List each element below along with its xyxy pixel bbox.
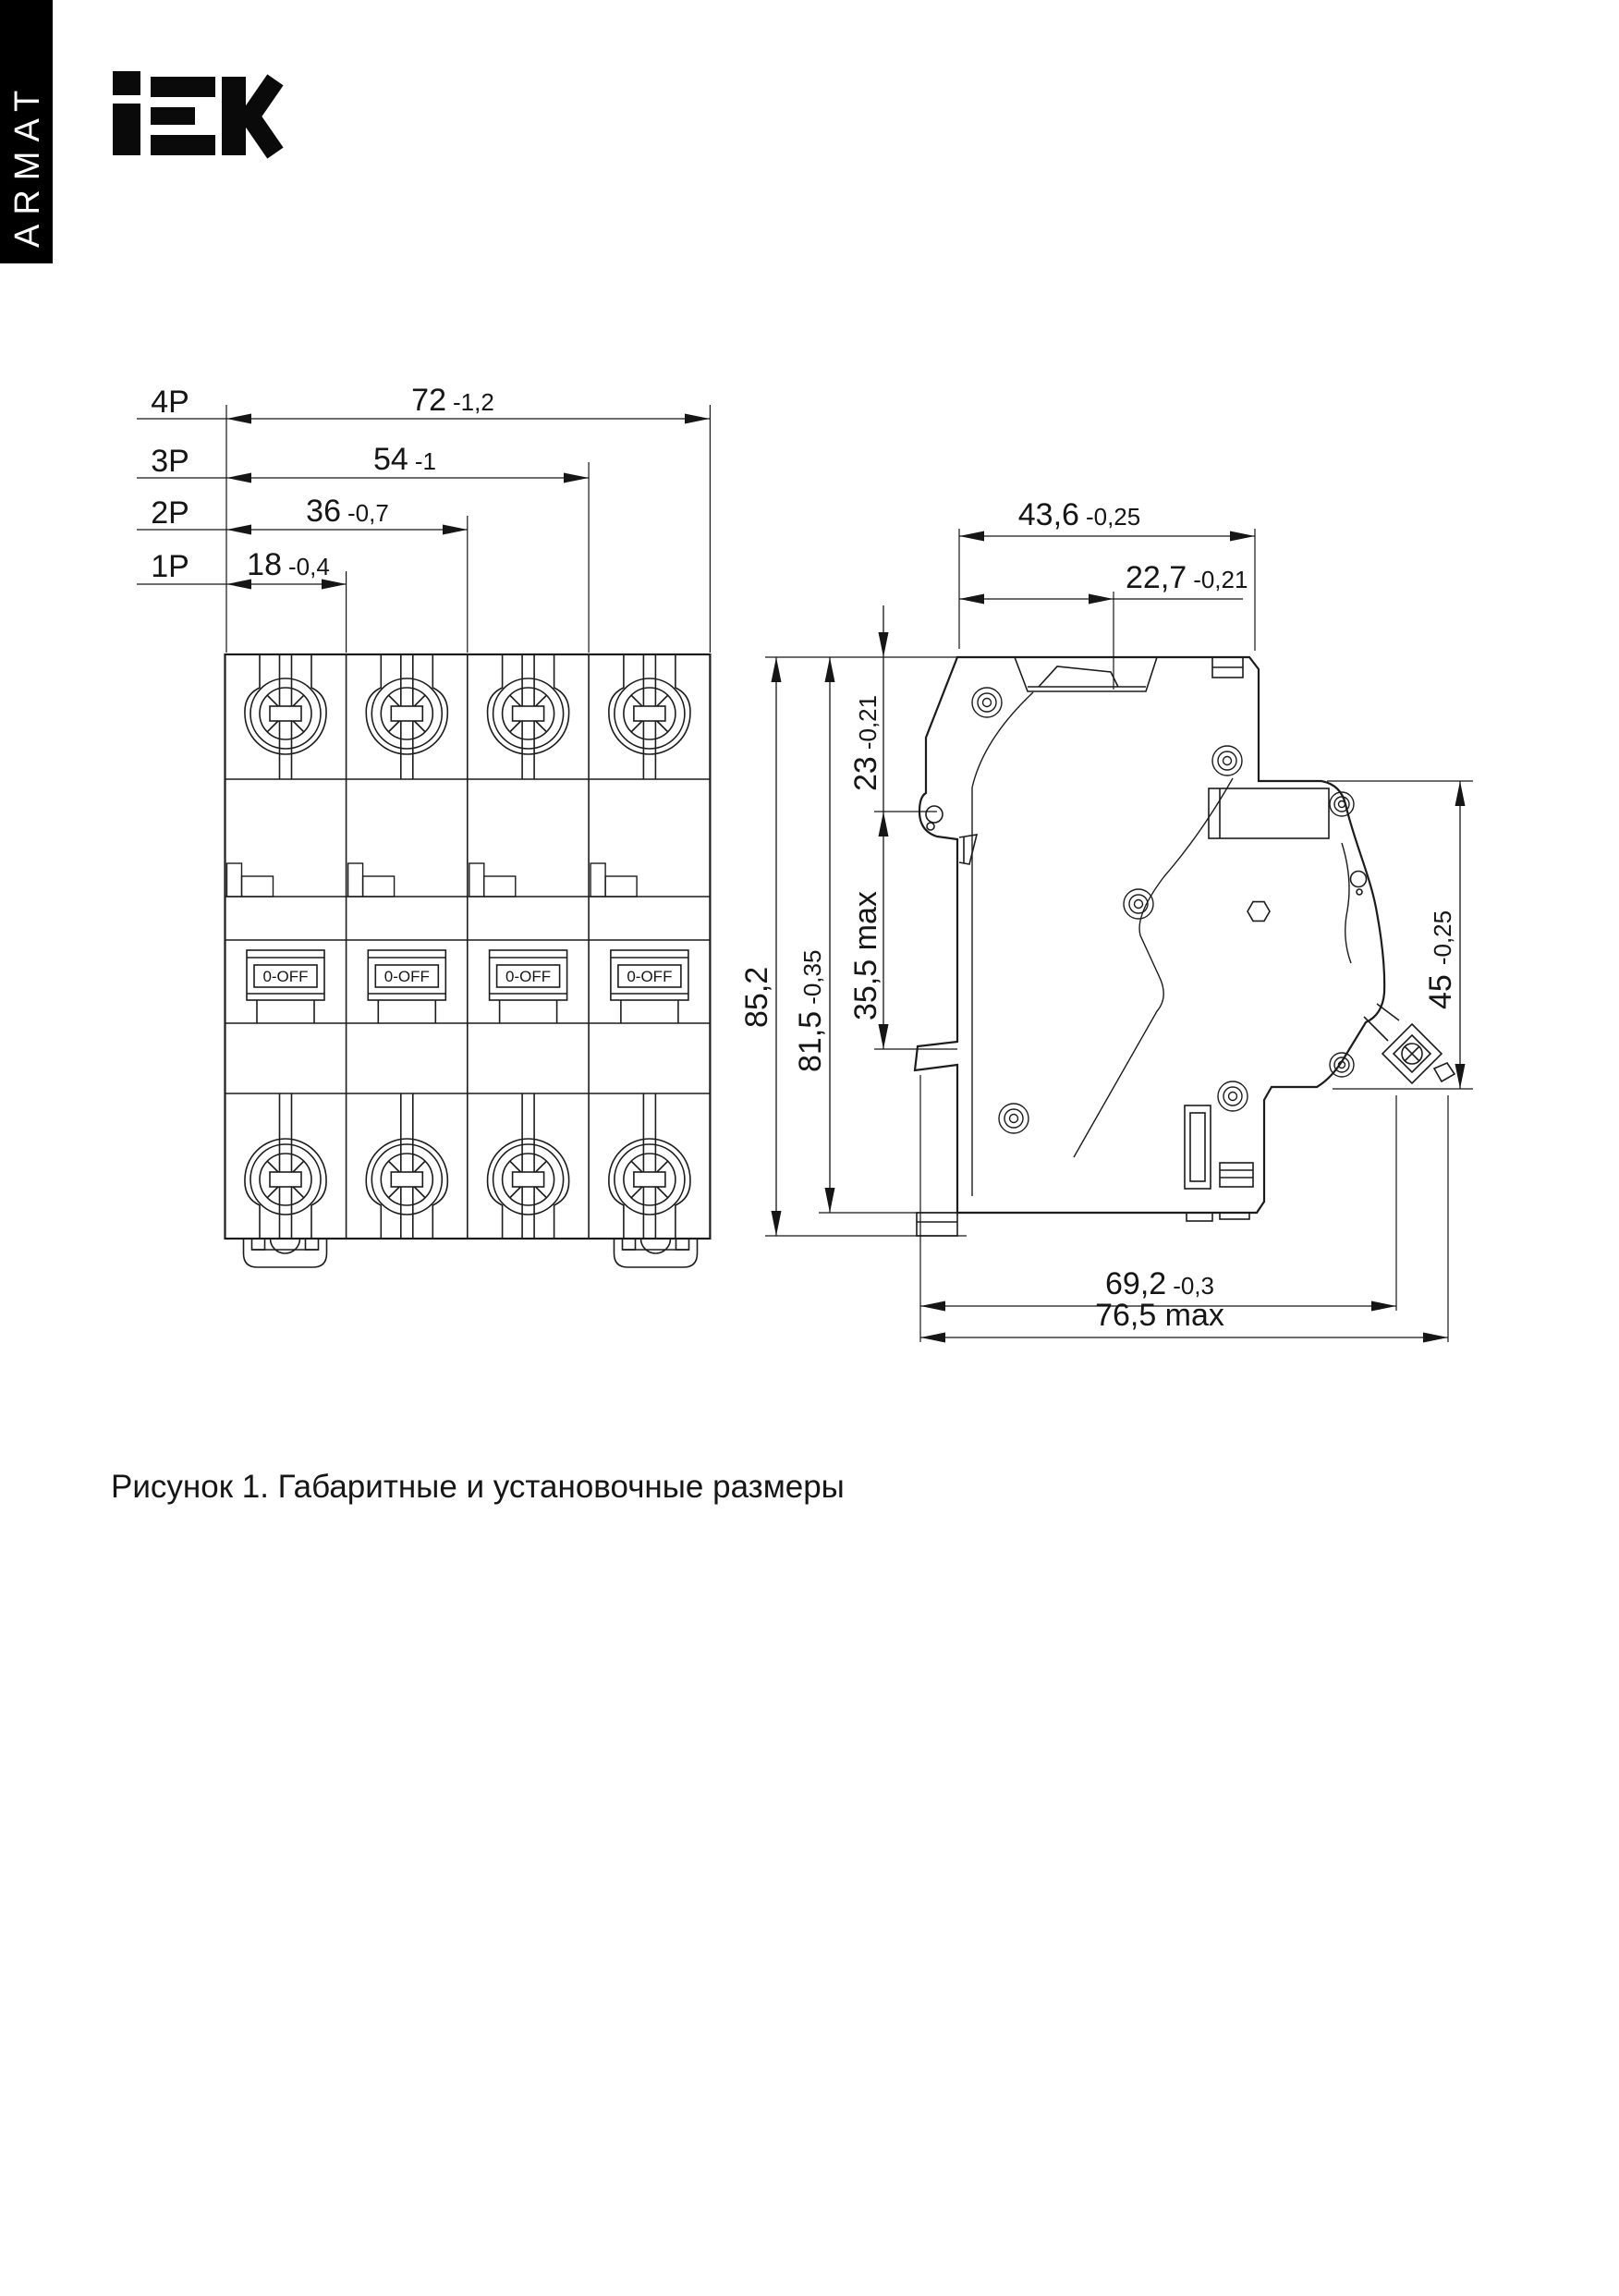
rivets	[972, 688, 1354, 1133]
dim-max-depth: 76,5 max	[1095, 1298, 1224, 1333]
pole-label-4p: 4P	[151, 385, 189, 420]
hex-nut	[1248, 902, 1270, 922]
side-view-dimension-labels	[739, 497, 1458, 1333]
terminal-screw-side	[1364, 1004, 1455, 1083]
dim-front-face-height: 45-0,25	[1423, 910, 1458, 1009]
terminal-cage	[1185, 788, 1367, 1221]
toggle-label: 0-OFF	[505, 968, 552, 985]
brand-vertical-label: ARMAT	[8, 80, 47, 248]
figure-caption: Рисунок 1. Габаритные и установочные размеры	[111, 1469, 845, 1505]
brand-header	[0, 0, 270, 263]
dim-total-height: 85,2	[739, 966, 774, 1028]
din-clip-foot	[917, 1213, 957, 1236]
toggle-pivot	[1351, 872, 1367, 887]
dim-width-4p: 72 -1,2	[411, 383, 494, 418]
dim-body-height: 81,5-0,35	[793, 949, 828, 1072]
front-view-dimension-labels	[151, 383, 494, 584]
side-toggle-recess	[1015, 657, 1157, 691]
iek-logo	[113, 71, 270, 155]
dim-top-depth: 43,6 -0,25	[1017, 497, 1141, 532]
front-view-dimensions	[137, 405, 710, 653]
dim-front-depth: 22,7 -0,21	[1126, 560, 1248, 595]
toggle-label: 0-OFF	[383, 968, 430, 985]
pole-label-1p: 1P	[151, 549, 189, 584]
toggle-label: 0-OFF	[627, 968, 673, 985]
dim-rail-clip-zone: 35,5 max	[848, 891, 883, 1020]
busbar-tabs	[227, 863, 638, 897]
dim-lower-depth: 69,2 -0,3	[1105, 1266, 1214, 1301]
pole-label-3p: 3P	[151, 444, 189, 479]
din-feet	[244, 1239, 698, 1267]
dim-width-2p: 36 -0,7	[306, 494, 389, 529]
side-view	[915, 657, 1455, 1236]
top-latch	[1212, 657, 1243, 678]
dim-top-to-rail: 23-0,21	[848, 694, 883, 791]
front-view	[225, 654, 711, 1267]
dim-width-3p: 54 -1	[373, 442, 436, 477]
dim-width-1p: 18 -0,4	[247, 547, 330, 582]
pole-label-2p: 2P	[151, 495, 189, 531]
side-view-outline	[915, 657, 1384, 1213]
toggle-label: 0-OFF	[262, 968, 309, 985]
